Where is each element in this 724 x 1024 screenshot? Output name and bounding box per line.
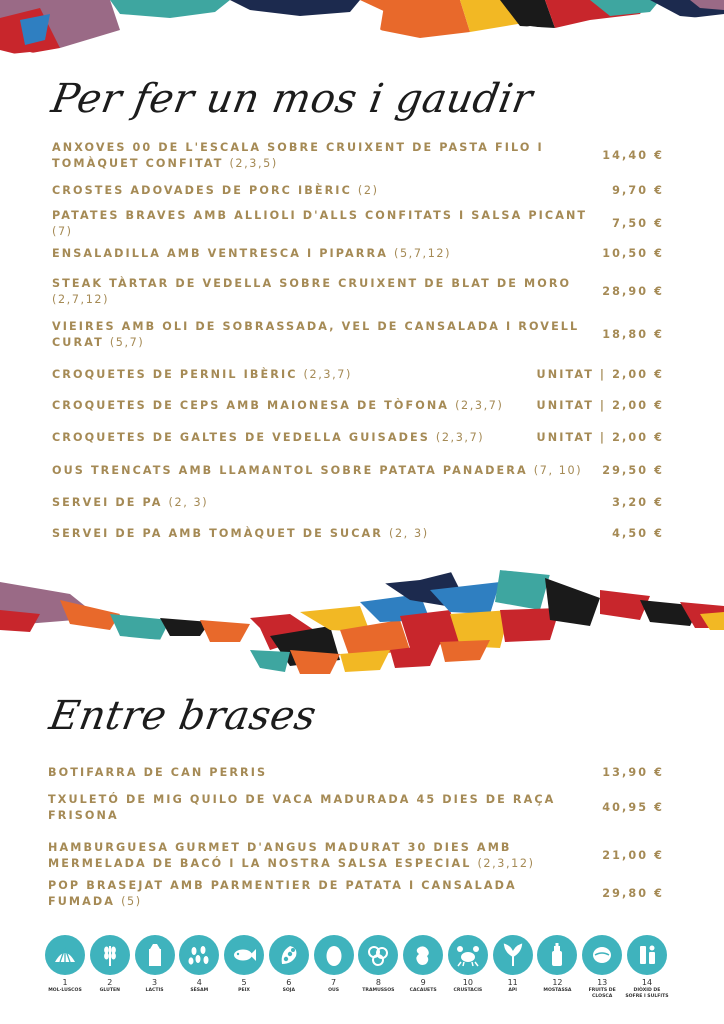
crab-icon <box>448 935 488 975</box>
allergen-name: FRUITS DE CLOSCA <box>588 988 616 999</box>
dish-name: CROQUETES DE GALTES DE VEDELLA GUISADES <box>52 431 430 444</box>
menu-item-name <box>52 276 602 308</box>
allergen-number: 2 <box>107 978 113 987</box>
dish-allergens: (5,7) <box>109 336 145 349</box>
dish-price: UNITAT | 2,00 € <box>536 368 664 381</box>
allergen-number: 6 <box>286 978 292 987</box>
dish-allergens: (2, 3) <box>388 527 429 540</box>
dish-price: 3,20 € <box>612 496 664 509</box>
allergen-item <box>357 935 399 999</box>
section-title-grill: Entre brases <box>45 693 320 739</box>
allergen-number: 8 <box>375 978 381 987</box>
allergen-name: SOJA <box>282 988 296 993</box>
dish-allergens: (2,3,7) <box>435 431 485 444</box>
dish-price: 29,80 € <box>602 887 664 900</box>
sesame-icon <box>179 935 219 975</box>
dish-allergens: (2) <box>357 184 379 197</box>
fish-icon <box>224 935 264 975</box>
dish-allergens: (7) <box>52 225 73 238</box>
dish-price: 14,40 € <box>602 149 664 162</box>
dish-price: UNITAT | 2,00 € <box>536 399 664 412</box>
dish-allergens: (2,3,5) <box>229 157 278 170</box>
allergen-number: 4 <box>196 978 202 987</box>
menu-item <box>52 140 664 172</box>
allergen-item <box>313 935 355 999</box>
allergen-name: SÈSAM <box>190 988 209 993</box>
menu-item-name <box>52 140 602 172</box>
allergen-item <box>536 935 578 999</box>
allergen-item <box>223 935 265 999</box>
allergen-number: 11 <box>507 978 518 987</box>
allergen-number: 1 <box>62 978 68 987</box>
dish-price: 10,50 € <box>602 247 664 260</box>
nut-icon <box>582 935 622 975</box>
dish-name: ANXOVES 00 DE L'ESCALA SOBRE CRUIXENT DE PASTA FILO I TOMÀQUET CONFITAT <box>52 141 544 170</box>
allergen-name: TRAMUSSOS <box>362 988 395 993</box>
dish-price: 28,90 € <box>602 285 664 298</box>
dish-price: 4,50 € <box>612 527 664 540</box>
allergen-item <box>134 935 176 999</box>
menu-item-name <box>52 495 612 511</box>
middle-decorative-banner <box>0 570 724 685</box>
dish-name: CROSTES ADOVADES DE PORC IBÈRIC <box>52 184 352 197</box>
dish-name: TXULETÓ DE MIG QUILO DE VACA MADURADA 45 DIES DE RAÇA FRISONA <box>48 793 556 822</box>
dish-allergens: (2,3,7) <box>455 399 504 412</box>
menu-item <box>52 209 664 238</box>
dish-name: CROQUETES DE PERNIL IBÈRIC <box>52 368 298 381</box>
menu-item <box>48 792 664 824</box>
allergen-number: 12 <box>552 978 563 987</box>
dish-allergens: (5) <box>121 895 142 908</box>
allergen-name: CACAUETS <box>409 988 437 993</box>
allergen-item <box>268 935 310 999</box>
dish-name: CROQUETES DE CEPS AMB MAIONESA DE TÒFONA <box>52 399 450 412</box>
dish-name: POP BRASEJAT AMB PARMENTIER DE PATATA I CANSALADA FUMADA <box>48 879 517 908</box>
allergen-number: 3 <box>151 978 158 987</box>
menu-item <box>48 879 664 908</box>
allergen-name: MOSTASSA <box>543 988 572 993</box>
allergen-number: 5 <box>241 978 247 987</box>
dish-price: 40,95 € <box>602 801 664 814</box>
allergen-number: 10 <box>462 978 473 987</box>
allergen-name: DIÒXID DE SOFRE I SULFITS <box>625 988 669 999</box>
menu-item-name <box>48 792 602 824</box>
dish-name: SERVEI DE PA AMB TOMÀQUET DE SUCAR <box>52 527 383 540</box>
peanut-icon <box>403 935 443 975</box>
dish-allergens: (2,7,12) <box>52 293 110 306</box>
allergen-name: LACTIS <box>145 988 164 993</box>
allergen-item <box>44 935 86 999</box>
menu-item <box>48 764 664 782</box>
menu-item-name <box>52 430 537 446</box>
dish-price: 18,80 € <box>602 328 664 341</box>
menu-item-name <box>52 208 612 240</box>
dish-name: ENSALADILLA AMB VENTRESCA I PIPARRA <box>52 247 388 260</box>
dish-name: VIEIRES AMB OLI DE SOBRASSADA, VEL DE CANSALADA I ROVELL CURAT <box>52 320 580 349</box>
sulphite-icon <box>627 935 667 975</box>
allergen-name: API <box>508 988 517 993</box>
wheat-icon <box>90 935 130 975</box>
soy-icon <box>269 935 309 975</box>
menu-item-name <box>48 765 602 781</box>
menu-item-name <box>48 840 602 872</box>
allergen-name: OUS <box>328 988 340 993</box>
menu-item-name <box>48 878 602 910</box>
menu-item <box>52 245 664 263</box>
dish-name: BOTIFARRA DE CAN PERRIS <box>48 766 268 779</box>
allergen-name: MOL·LUSCOS <box>48 988 82 993</box>
dish-name: OUS TRENCATS AMB LLAMANTOL SOBRE PATATA PANADERA <box>52 464 528 477</box>
menu-item <box>52 494 664 512</box>
menu-item <box>52 276 664 308</box>
allergen-name: CRUSTACIS <box>453 988 483 993</box>
dish-price: UNITAT | 2,00 € <box>536 431 664 444</box>
allergen-number: 13 <box>597 978 608 987</box>
dish-name: PATATES BRAVES AMB ALLIOLI D'ALLS CONFITATS I SALSA PICANT <box>52 209 588 222</box>
dish-name: STEAK TÀRTAR DE VEDELLA SOBRE CRUIXENT DE BLAT DE MORO <box>52 277 572 290</box>
dish-price: 29,50 € <box>602 464 664 477</box>
dish-allergens: (2,3,7) <box>303 368 352 381</box>
menu-item-name <box>52 463 602 479</box>
menu-item-name <box>52 398 537 414</box>
allergen-number: 14 <box>641 978 653 987</box>
allergen-name: PEIX <box>238 988 250 993</box>
allergen-item <box>89 935 131 999</box>
allergen-item <box>178 935 220 999</box>
menu-item <box>52 462 664 480</box>
menu-item <box>52 429 664 447</box>
allergen-number: 7 <box>331 978 337 987</box>
allergen-item <box>581 935 623 999</box>
dish-allergens: (2,3,12) <box>477 857 535 870</box>
dish-price: 21,00 € <box>602 849 664 862</box>
allergen-legend <box>44 935 668 999</box>
allergen-item <box>626 935 668 999</box>
dish-price: 7,50 € <box>612 217 664 230</box>
dish-name: HAMBURGUESA GURMET D'ANGUS MADURAT 30 DIES AMB MERMELADA DE BACÓ I LA NOSTRA SALSA ESPECIAL <box>48 841 512 870</box>
menu-item-name <box>52 526 612 542</box>
lupin-icon <box>358 935 398 975</box>
dish-price: 9,70 € <box>612 184 664 197</box>
menu-item <box>48 840 664 872</box>
allergen-item <box>402 935 444 999</box>
shell-icon <box>45 935 85 975</box>
dish-allergens: (5,7,12) <box>394 247 452 260</box>
menu-item-name <box>52 319 602 351</box>
dish-allergens: (2, 3) <box>168 496 209 509</box>
mustard-icon <box>537 935 577 975</box>
milk-icon <box>135 935 175 975</box>
dish-allergens: (7, 10) <box>533 464 583 477</box>
menu-item <box>52 319 664 351</box>
menu-item <box>52 182 664 200</box>
menu-item-name <box>52 183 612 199</box>
menu-item <box>52 366 664 384</box>
allergen-item <box>492 935 534 999</box>
celery-icon <box>493 935 533 975</box>
menu-item <box>52 397 664 415</box>
top-decorative-banner <box>0 0 724 80</box>
dish-name: SERVEI DE PA <box>52 496 163 509</box>
dish-price: 13,90 € <box>602 766 664 779</box>
menu-item-name <box>52 367 537 383</box>
egg-icon <box>314 935 354 975</box>
allergen-name: GLUTEN <box>99 988 120 993</box>
section-title-bites: Per fer un mos i gaudir <box>47 76 537 122</box>
allergen-number: 9 <box>420 978 426 987</box>
allergen-item <box>447 935 489 999</box>
menu-item-name <box>52 246 602 262</box>
menu-item <box>52 525 664 543</box>
